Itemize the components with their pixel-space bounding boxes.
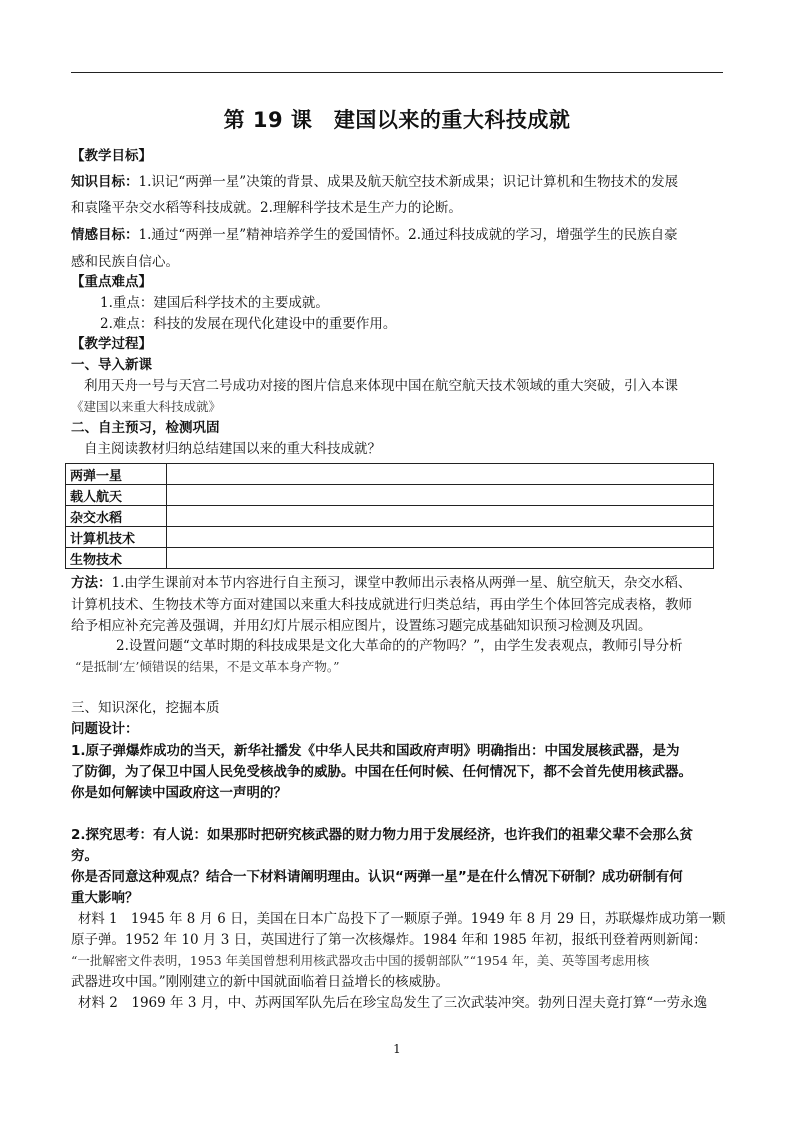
method-text: 1.由学生课前对本节内容进行自主预习，课堂中教师出示表格从两弹一星、航空航天，杂交水稻、 [111,575,692,591]
method-line2: 计算机技术、生物技术等方面对建国以来重大科技成就进行归类总结，再由学生个体回答完成表格，教师 [71,597,692,613]
table-row [66,548,714,569]
difficult-point: 2.难点：科技的发展在现代化建设中的重要作用。 [100,316,397,332]
table-row [66,485,714,506]
method-line1 [71,574,691,592]
table-row-label: 计算机技术 [66,527,167,548]
page-number: 1 [393,1042,401,1056]
goals-header: 【教学目标】 [71,148,152,164]
emotion-goal-label: 情感目标： [71,227,139,243]
section1-heading: 一、导入新课 [71,357,152,373]
material1-line2: 原子弹。1952 年 10 月 3 日，英国进行了第一次核爆炸。1984 年和 1985 年初，报纸刊登着两则新闻： [71,932,707,948]
table-answer-cell[interactable] [167,485,714,506]
key-point: 1.重点：建国后科学技术的主要成就。 [100,295,329,311]
question2-line1: 2.探究思考：有人说：如果那时把研究核武器的财力物力用于发展经济，也许我们的祖辈父辈不会那么贫 [71,827,694,843]
method-label: 方法： [71,575,112,591]
material1-line1: 材料 1 1945 年 8 月 6 日，美国在日本广岛投下了一颗原子弹。1949 年 8 月 29 日，苏联爆炸成功第一颗 [78,911,726,927]
preview-table [65,463,714,569]
lesson-title: 第 19 课 建国以来的重大科技成就 [223,108,571,132]
table-row-label: 生物技术 [66,548,167,569]
material2-line1: 材料 2 1969 年 3 月，中、苏两国军队先后在珍宝岛发生了三次武装冲突。勃列日涅夫竟打算“一劳永逸 [78,995,708,1011]
table-answer-cell[interactable] [167,548,714,569]
emotion-goal-text: 1.通过“两弹一星”精神培养学生的爱国情怀。2.通过科技成就的学习，增强学生的民族自豪 [138,227,678,243]
table-row-label: 杂交水稻 [66,506,167,527]
section2-intro: 自主阅读教材归纳总结建国以来的重大科技成就？ [84,441,381,457]
method-line4: 2.设置问题“文革时期的科技成果是文化大革命的的产物吗？”，由学生发表观点，教师引导分析 [116,638,683,654]
table-answer-cell[interactable] [167,464,714,485]
method-line5: “是抵制‘左’倾错误的结果，不是文革本身产物。” [75,659,340,674]
section1-line2: 《建国以来重大科技成就》 [71,399,222,414]
header-rule [71,72,723,73]
key-header: 【重点难点】 [71,274,152,290]
material1-line4: 武器进攻中国。”刚刚建立的新中国就面临着日益增长的核威胁。 [71,974,450,990]
section1-line1: 利用天舟一号与天宫二号成功对接的图片信息来体现中国在航空航天技术领域的重大突破，引入本课 [84,378,678,394]
design-label: 问题设计： [71,721,139,737]
question1-line2: 了防御，为了保卫中国人民免受核战争的威胁。中国在任何时候、任何情况下，都不会首先使用核武器。 [71,764,692,780]
question1-line3: 你是如何解读中国政府这一声明的？ [71,785,287,801]
table-row [66,527,714,548]
table-answer-cell[interactable] [167,506,714,527]
table-row-label: 两弹一星 [66,464,167,485]
table-answer-cell[interactable] [167,527,714,548]
method-line3: 给予相应补充完善及强调，并用幻灯片展示相应图片，设置练习题完成基础知识预习检测及巩固。 [71,618,652,634]
table-row [66,506,714,527]
question1-line1: 1.原子弹爆炸成功的当天，新华社播发《中华人民共和国政府声明》明确指出：中国发展核武器，是为 [71,743,680,759]
knowledge-goal-text: 1.识记“两弹一星”决策的背景、成果及航天航空技术新成果；识记计算机和生物技术的发展 [138,174,679,190]
section2-heading: 二、自主预习，检测巩固 [71,420,220,436]
question2-line3: 你是否同意这种观点？结合一下材料请阐明理由。认识“两弹一星”是在什么情况下研制？成功研制有何 [71,869,683,885]
table-row-label: 载人航天 [66,485,167,506]
table-row [66,464,714,485]
knowledge-goal-line2: 和袁隆平杂交水稻等科技成就。2.理解科学技术是生产力的论断。 [71,200,462,216]
question2-line4: 重大影响？ [71,890,139,906]
process-header: 【教学过程】 [71,336,152,352]
material1-line3: “一批解密文件表明，1953 年美国曾想利用核武器攻击中国的援朝部队”“1954 年，美、英等国考虑用核 [71,953,650,968]
section3-heading: 三、知识深化，挖掘本质 [71,700,220,716]
knowledge-goal-line1 [71,173,678,191]
question2-line2: 穷。 [71,848,98,864]
knowledge-goal-label: 知识目标： [71,174,139,190]
emotion-goal-line1 [71,226,678,244]
emotion-goal-line2: 感和民族自信心。 [71,254,179,270]
